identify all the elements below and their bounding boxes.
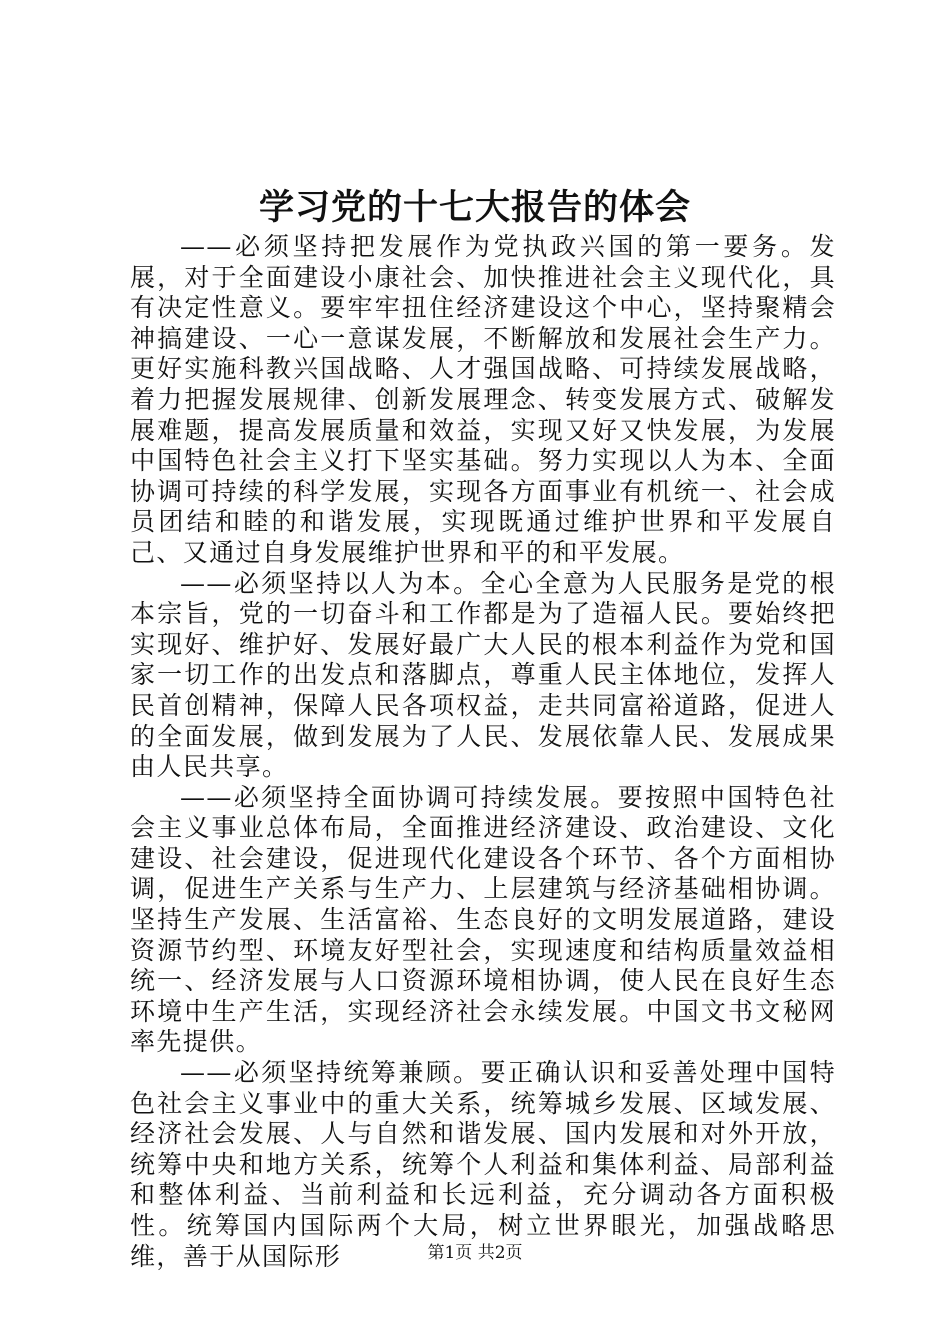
document-title: 学习党的十七大报告的体会	[258, 187, 691, 228]
paragraph-2: ——必须坚持以人为本。全心全意为人民服务是党的根本宗旨，党的一切奋斗和工作都是为了造福人民。要始终把实现好、维护好、发展好最广大人民的根本利益作为党和国家一切工作的出发点和落脚点，尊重人民主体地位，发挥人民首创精神，保障人民各项权益，走共同富裕道路，促进人的全面发展，做到发展为了人民、发展依靠人民、发展成果由人民共享。	[130, 568, 836, 782]
document-body	[130, 232, 836, 1272]
paragraph-4: ——必须坚持统筹兼顾。要正确认识和妥善处理中国特色社会主义事业中的重大关系，统筹城乡发展、区域发展、经济社会发展、人与自然和谐发展、国内发展和对外开放，统筹中央和地方关系，统筹个人利益和集体利益、局部利益和整体利益、当前利益和长远利益，充分调动各方面积极性。统筹国内国际两个大局，树立世界眼光，加强战略思维，善于从国际形	[130, 1058, 836, 1271]
page-number-footer: 第1页 共2页	[427, 1243, 523, 1263]
paragraph-3: ——必须坚持全面协调可持续发展。要按照中国特色社会主义事业总体布局，全面推进经济建设、政治建设、文化建设、社会建设，促进现代化建设各个环节、各个方面相协调，促进生产关系与生产力、上层建筑与经济基础相协调。坚持生产发展、生活富裕、生态良好的文明发展道路，建设资源节约型、环境友好型社会，实现速度和结构质量效益相统一、经济发展与人口资源环境相协调，使人民在良好生态环境中生产生活，实现经济社会永续发展。中国文书文秘网率先提供。	[130, 782, 836, 1057]
paragraph-1: ——必须坚持把发展作为党执政兴国的第一要务。发展，对于全面建设小康社会、加快推进社会主义现代化，具有决定性意义。要牢牢扭住经济建设这个中心，坚持聚精会神搞建设、一心一意谋发展，不断解放和发展社会生产力。更好实施科教兴国战略、人才强国战略、可持续发展战略，着力把握发展规律、创新发展理念、转变发展方式、破解发展难题，提高发展质量和效益，实现又好又快发展，为发展中国特色社会主义打下坚实基础。努力实现以人为本、全面协调可持续的科学发展，实现各方面事业有机统一、社会成员团结和睦的和谐发展，实现既通过维护世界和平发展自己、又通过自身发展维护世界和平的和平发展。	[130, 232, 836, 567]
